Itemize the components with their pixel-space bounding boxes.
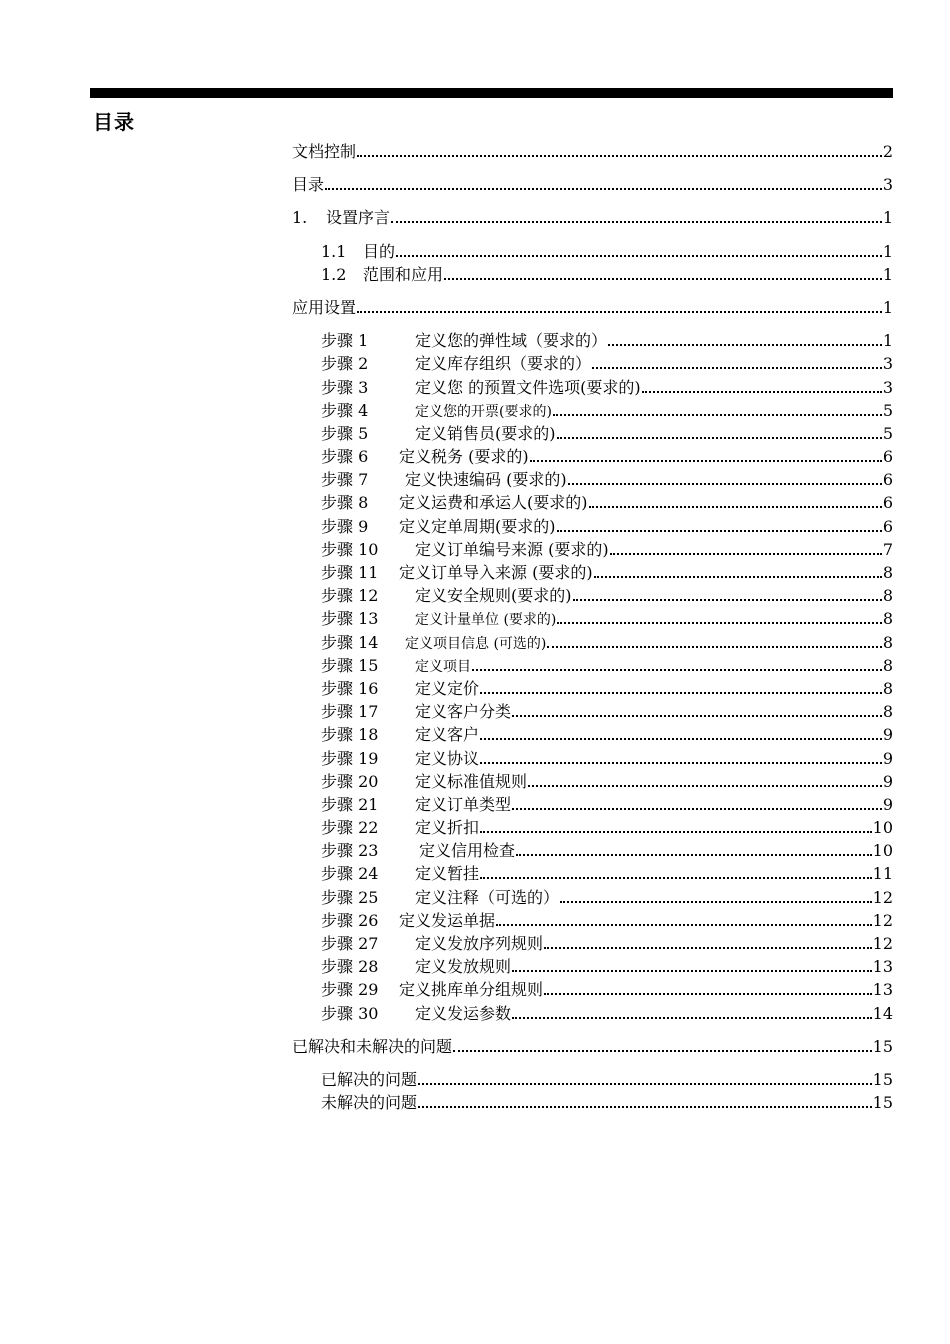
dot-leader bbox=[357, 155, 882, 157]
toc-entry-page: 9 bbox=[882, 725, 893, 745]
toc-entry-number: 步骤 12 bbox=[321, 586, 379, 606]
toc-entry-number: 步骤 18 bbox=[321, 725, 379, 745]
toc-entry-number: 步骤 20 bbox=[321, 771, 379, 791]
toc-entry-number: 步骤 3 bbox=[321, 377, 369, 397]
toc-entry-title: 定义安全规则(要求的) bbox=[415, 586, 572, 606]
toc-entry-page: 15 bbox=[872, 1069, 893, 1089]
toc-entry-number: 1.1 bbox=[321, 241, 347, 261]
toc-entry-title: 定义信用检查 bbox=[419, 841, 516, 861]
toc-entry-number: 步骤 8 bbox=[321, 493, 369, 513]
toc-entry-number: 步骤 15 bbox=[321, 655, 379, 675]
dot-leader bbox=[396, 255, 882, 257]
dot-leader bbox=[560, 901, 872, 903]
toc-entry-step-17[interactable] bbox=[292, 700, 893, 723]
dot-leader bbox=[610, 553, 882, 555]
toc-entry-page: 8 bbox=[882, 655, 893, 675]
toc-entry-title: 定义注释（可选的） bbox=[415, 887, 560, 907]
dot-leader bbox=[557, 437, 882, 439]
dot-leader bbox=[589, 506, 882, 508]
toc-entry-title: 定义发放规则 bbox=[415, 957, 512, 977]
toc-entry-step-11[interactable] bbox=[292, 561, 893, 584]
toc-entry-number: 步骤 2 bbox=[321, 354, 369, 374]
toc-entry-number: 步骤 21 bbox=[321, 794, 379, 814]
toc-entry-title: 定义暂挂 bbox=[415, 864, 480, 884]
toc-entry-title: 定义客户 bbox=[415, 725, 480, 745]
toc-entry-title: 定义发运单据 bbox=[399, 910, 496, 930]
toc-entry-step-22[interactable] bbox=[292, 816, 893, 839]
toc-entry-step-18[interactable] bbox=[292, 723, 893, 746]
toc-entry-issues[interactable] bbox=[292, 1035, 893, 1058]
toc-entry-page: 2 bbox=[882, 142, 893, 161]
toc-entry-page: 5 bbox=[882, 423, 893, 443]
toc-entry-number: 步骤 11 bbox=[321, 563, 379, 582]
toc-entry-step-20[interactable] bbox=[292, 770, 893, 793]
dot-leader bbox=[557, 530, 882, 532]
toc-entry-title: 定义发运参数 bbox=[415, 1003, 512, 1023]
dot-leader bbox=[516, 854, 872, 856]
toc-entry-number: 步骤 24 bbox=[321, 864, 379, 884]
toc-entry-title: 定义订单编号来源 (要求的) bbox=[415, 539, 609, 559]
dot-leader bbox=[357, 311, 882, 313]
toc-entry-title: 定义运费和承运人(要求的) bbox=[399, 493, 588, 513]
toc-entry-step-23[interactable] bbox=[292, 839, 893, 862]
toc-entry-step-29[interactable] bbox=[292, 978, 893, 1001]
toc-entry-step-25[interactable] bbox=[292, 886, 893, 909]
toc-entry-number: 步骤 16 bbox=[321, 678, 379, 698]
toc-entry-number: 步骤 23 bbox=[321, 841, 379, 861]
toc-entry-section-1-1[interactable] bbox=[292, 240, 893, 263]
toc-entry-page: 3 bbox=[882, 377, 893, 397]
toc-entry-page: 12 bbox=[872, 887, 893, 907]
dot-leader bbox=[642, 391, 882, 393]
toc-entry-number: 步骤 9 bbox=[321, 516, 369, 536]
toc-entry-page: 6 bbox=[882, 493, 893, 513]
toc-entry-step-27[interactable] bbox=[292, 932, 893, 955]
toc-entry-title: 定义项目 bbox=[415, 658, 471, 675]
toc-entry-page: 6 bbox=[882, 470, 893, 490]
toc-entry-title: 未解决的问题 bbox=[321, 1093, 418, 1113]
toc-entry-title: 已解决的问题 bbox=[321, 1069, 418, 1089]
toc-entry-title: 定义您的开票(要求的) bbox=[415, 403, 552, 420]
dot-leader bbox=[547, 646, 881, 648]
toc-entry-step-21[interactable] bbox=[292, 793, 893, 816]
toc-entry-contents[interactable] bbox=[292, 173, 893, 196]
dot-leader bbox=[472, 669, 882, 671]
dot-leader bbox=[480, 738, 882, 740]
toc-entry-step-10[interactable] bbox=[292, 538, 893, 561]
toc-entry-step-6[interactable] bbox=[292, 445, 893, 468]
dot-leader bbox=[391, 221, 882, 223]
toc-entry-title: 定义您的弹性域（要求的） bbox=[415, 331, 608, 351]
toc-entry-title: 定义标准值规则 bbox=[415, 771, 528, 791]
toc-entry-page: 11 bbox=[872, 864, 893, 884]
dot-leader bbox=[594, 576, 882, 578]
toc-entry-step-26[interactable] bbox=[292, 909, 893, 932]
toc-entry-title: 定义项目信息 (可选的) bbox=[405, 635, 547, 652]
toc-entry-step-30[interactable] bbox=[292, 1002, 893, 1025]
toc-entry-number: 步骤 17 bbox=[321, 702, 379, 722]
dot-leader bbox=[528, 785, 882, 787]
dot-leader bbox=[512, 808, 882, 810]
toc-entry-step-5[interactable] bbox=[292, 422, 893, 445]
toc-entry-page: 9 bbox=[882, 794, 893, 814]
toc-entry-number: 步骤 30 bbox=[321, 1003, 379, 1023]
toc-heading: 目录 bbox=[93, 110, 135, 134]
toc-entry-page: 5 bbox=[882, 400, 893, 420]
toc-entry-page: 15 bbox=[872, 1036, 893, 1056]
toc-entry-page: 12 bbox=[872, 910, 893, 930]
toc-entry-number: 步骤 1 bbox=[321, 331, 369, 351]
toc-entry-page: 15 bbox=[872, 1093, 893, 1113]
toc-entry-number: 步骤 6 bbox=[321, 447, 369, 467]
toc-entry-page: 12 bbox=[872, 934, 893, 953]
toc-entry-title: 已解决和未解决的问题 bbox=[292, 1036, 453, 1056]
toc-entry-title: 定义您 的预置文件选项(要求的) bbox=[415, 377, 641, 397]
toc-entry-number: 步骤 4 bbox=[321, 400, 369, 420]
toc-entry-page: 8 bbox=[882, 563, 893, 582]
toc-entry-title: 定义折扣 bbox=[415, 818, 480, 838]
toc-entry-page: 8 bbox=[882, 586, 893, 606]
toc-entry-step-14[interactable] bbox=[292, 631, 893, 654]
toc-entry-title: 设置序言 bbox=[326, 208, 391, 228]
toc-entry-number: 步骤 26 bbox=[321, 910, 379, 930]
toc-entry-number: 步骤 7 bbox=[321, 470, 369, 490]
toc-entry-page: 3 bbox=[882, 354, 893, 374]
toc-entry-step-28[interactable] bbox=[292, 955, 893, 978]
toc-entry-number: 步骤 22 bbox=[321, 818, 379, 838]
toc-entry-page: 3 bbox=[882, 175, 893, 195]
toc-entry-step-13[interactable] bbox=[292, 607, 893, 630]
dot-leader bbox=[480, 831, 872, 833]
toc-entry-title: 目录 bbox=[292, 175, 325, 195]
toc-entry-page: 8 bbox=[882, 609, 893, 629]
toc-entry-page: 9 bbox=[882, 748, 893, 768]
toc-entry-title: 定义客户分类 bbox=[415, 702, 512, 722]
toc-entry-title: 应用设置 bbox=[292, 297, 357, 317]
toc-entry-page: 1 bbox=[882, 241, 893, 261]
toc-entry-page: 7 bbox=[882, 539, 893, 559]
toc-entry-page: 13 bbox=[872, 980, 893, 1000]
toc-entry-title: 定义定价 bbox=[415, 678, 480, 698]
dot-leader bbox=[512, 970, 872, 972]
toc-entry-page: 13 bbox=[872, 957, 893, 977]
dot-leader bbox=[544, 993, 872, 995]
toc-entry-page: 6 bbox=[882, 447, 893, 467]
toc-entry-step-9[interactable] bbox=[292, 515, 893, 538]
dot-leader bbox=[530, 460, 882, 462]
toc-entry-page: 9 bbox=[882, 771, 893, 791]
dot-leader bbox=[418, 1083, 872, 1085]
dot-leader bbox=[444, 278, 882, 280]
toc-entry-document-control[interactable] bbox=[292, 140, 893, 163]
dot-leader bbox=[568, 483, 882, 485]
toc-entry-title: 定义挑库单分组规则 bbox=[399, 980, 544, 1000]
dot-leader bbox=[418, 1106, 872, 1108]
toc-entry-step-19[interactable] bbox=[292, 747, 893, 770]
dot-leader bbox=[573, 599, 882, 601]
toc-entry-step-4[interactable] bbox=[292, 399, 893, 422]
toc-entry-page: 1 bbox=[882, 297, 893, 317]
toc-entry-title: 定义销售员(要求的) bbox=[415, 423, 556, 443]
toc-entry-step-3[interactable] bbox=[292, 376, 893, 399]
toc-entry-title: 定义库存组织（要求的） bbox=[415, 354, 592, 374]
toc-entry-step-7[interactable] bbox=[292, 468, 893, 491]
toc-entry-page: 8 bbox=[882, 678, 893, 698]
toc-entry-page: 1 bbox=[882, 264, 893, 284]
dot-leader bbox=[557, 622, 881, 624]
dot-leader bbox=[453, 1050, 872, 1052]
toc-entry-title: 定义定单周期(要求的) bbox=[399, 516, 556, 536]
dot-leader bbox=[496, 924, 872, 926]
toc-entry-step-2[interactable] bbox=[292, 352, 893, 375]
toc-entry-page: 6 bbox=[882, 516, 893, 536]
toc-entry-title: 文档控制 bbox=[292, 142, 357, 161]
toc-entry-title: 定义税务 (要求的) bbox=[399, 447, 529, 467]
table-of-contents bbox=[292, 140, 893, 1114]
toc-entry-number: 步骤 28 bbox=[321, 957, 379, 977]
toc-entry-resolved-issues[interactable] bbox=[292, 1068, 893, 1091]
toc-entry-application-setup[interactable] bbox=[292, 296, 893, 319]
toc-entry-title: 定义计量单位 (要求的) bbox=[415, 612, 557, 629]
toc-entry-number: 步骤 13 bbox=[321, 609, 379, 629]
toc-entry-page: 8 bbox=[882, 632, 893, 652]
dot-leader bbox=[480, 762, 882, 764]
toc-entry-number: 步骤 19 bbox=[321, 748, 379, 768]
toc-entry-page: 14 bbox=[872, 1003, 893, 1023]
dot-leader bbox=[512, 715, 882, 717]
toc-entry-title: 目的 bbox=[363, 241, 396, 261]
dot-leader bbox=[325, 188, 882, 190]
toc-entry-step-1[interactable] bbox=[292, 329, 893, 352]
dot-leader bbox=[608, 344, 882, 346]
toc-entry-number: 步骤 14 bbox=[321, 632, 379, 652]
toc-entry-title: 定义协议 bbox=[415, 748, 480, 768]
toc-entry-step-24[interactable] bbox=[292, 862, 893, 885]
toc-entry-title: 范围和应用 bbox=[363, 264, 444, 284]
toc-entry-page: 10 bbox=[872, 818, 893, 838]
toc-entry-title: 定义发放序列规则 bbox=[415, 934, 544, 953]
toc-entry-page: 8 bbox=[882, 702, 893, 722]
dot-leader bbox=[480, 877, 872, 879]
toc-entry-title: 定义订单导入来源 (要求的) bbox=[399, 563, 593, 582]
toc-entry-number: 步骤 25 bbox=[321, 887, 379, 907]
dot-leader bbox=[544, 947, 872, 949]
dot-leader bbox=[592, 367, 882, 369]
dot-leader bbox=[480, 692, 882, 694]
toc-entry-step-8[interactable] bbox=[292, 491, 893, 514]
toc-entry-step-12[interactable] bbox=[292, 584, 893, 607]
toc-entry-step-16[interactable] bbox=[292, 677, 893, 700]
toc-entry-number: 步骤 10 bbox=[321, 539, 379, 559]
toc-entry-open-issues[interactable] bbox=[292, 1091, 893, 1114]
toc-entry-number: 1.2 bbox=[321, 264, 347, 284]
toc-entry-section-1[interactable] bbox=[292, 206, 893, 229]
top-rule bbox=[90, 88, 893, 98]
toc-entry-section-1-2[interactable] bbox=[292, 263, 893, 286]
toc-entry-number: 步骤 29 bbox=[321, 980, 379, 1000]
toc-entry-title: 定义快速编码 (要求的) bbox=[405, 470, 567, 490]
toc-entry-step-15[interactable] bbox=[292, 654, 893, 677]
toc-entry-number: 步骤 27 bbox=[321, 934, 379, 953]
dot-leader bbox=[512, 1017, 872, 1019]
toc-entry-page: 1 bbox=[882, 208, 893, 228]
dot-leader bbox=[553, 414, 882, 416]
toc-entry-page: 10 bbox=[872, 841, 893, 861]
toc-entry-number: 1. bbox=[292, 208, 308, 228]
toc-entry-page: 1 bbox=[882, 331, 893, 351]
toc-entry-number: 步骤 5 bbox=[321, 423, 369, 443]
toc-entry-title: 定义订单类型 bbox=[415, 794, 512, 814]
